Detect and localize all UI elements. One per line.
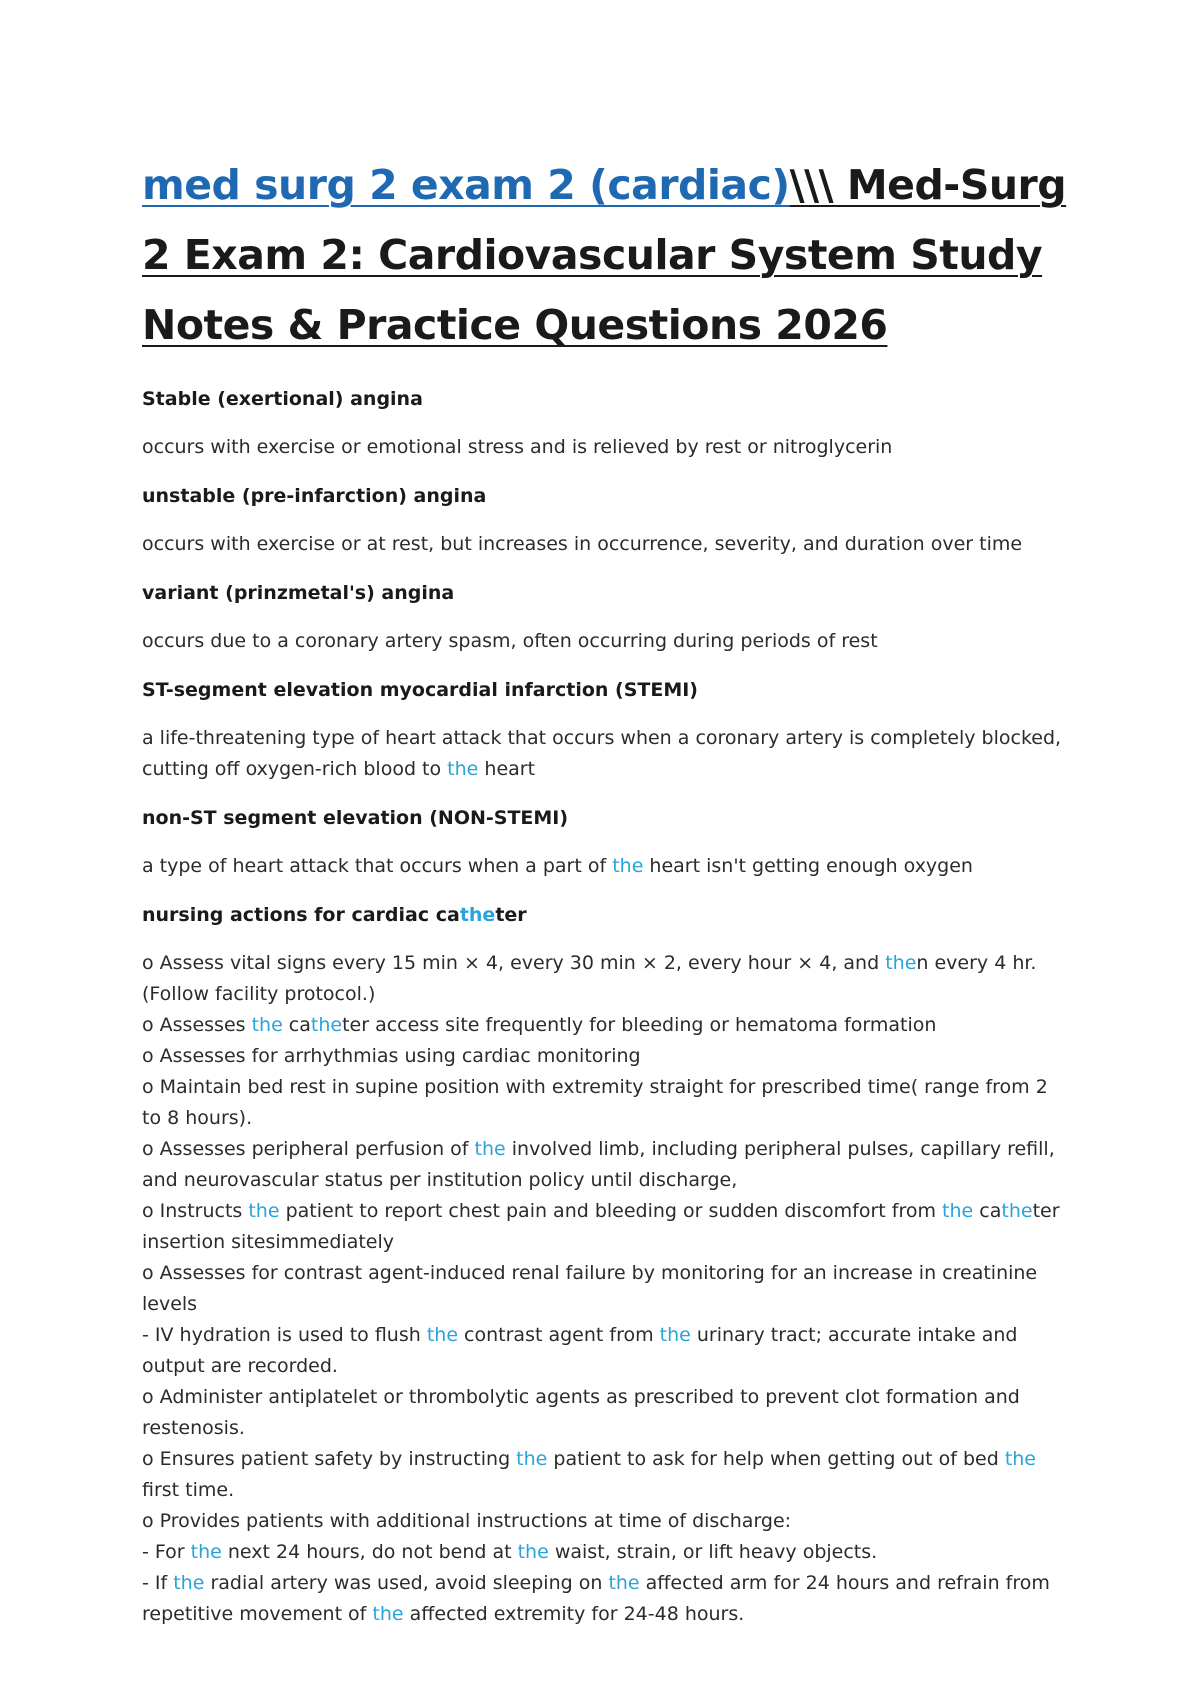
document-title bbox=[142, 150, 1070, 360]
term-heading bbox=[142, 805, 1070, 831]
text-run: - IV hydration is used to flush bbox=[142, 1324, 427, 1346]
text-run: involved limb, including peripheral pulses, capillary refill, and neurovascular status per institution policy until discharge, bbox=[142, 1138, 1055, 1191]
text-run: heart bbox=[478, 758, 536, 780]
text-run: urinary tract; accurate intake and output are recorded. bbox=[142, 1324, 1018, 1377]
highlighted-word: the bbox=[248, 1200, 280, 1222]
text-run: o Assesses for arrhythmias using cardiac monitoring bbox=[142, 1045, 641, 1067]
highlighted-word: the bbox=[516, 1448, 548, 1470]
text-run: occurs with exercise or at rest, but increases in occurrence, severity, and duration over time bbox=[142, 533, 1023, 555]
highlighted-word: the bbox=[173, 1572, 205, 1594]
text-run: o Assesses peripheral perfusion of bbox=[142, 1138, 475, 1160]
highlighted-word: the bbox=[517, 1541, 549, 1563]
text-run: ca bbox=[973, 1200, 1002, 1222]
text-run: ST-segment elevation myocardial infarction (STEMI) bbox=[142, 679, 698, 701]
highlighted-word: the bbox=[885, 952, 917, 974]
highlighted-word: the bbox=[447, 758, 479, 780]
highlighted-word: the bbox=[608, 1572, 640, 1594]
text-run: n every 4 hr. (Follow facility protocol.) bbox=[142, 952, 1037, 1005]
text-run: unstable (pre-infarction) angina bbox=[142, 485, 487, 507]
text-run: waist, strain, or lift heavy objects. bbox=[548, 1541, 878, 1563]
text-run: o Maintain bed rest in supine position with extremity straight for prescribed time( range from 2 to 8 hours). bbox=[142, 1076, 1048, 1129]
term-heading bbox=[142, 677, 1070, 703]
term-definition bbox=[142, 626, 1070, 657]
text-run: variant (prinzmetal's) angina bbox=[142, 582, 455, 604]
highlighted-word: the bbox=[1001, 1200, 1033, 1222]
text-run: radial artery was used, avoid sleeping on bbox=[204, 1572, 609, 1594]
text-run: occurs with exercise or emotional stress and is relieved by rest or nitroglycerin bbox=[142, 436, 893, 458]
highlighted-word: the bbox=[251, 1014, 283, 1036]
list-item bbox=[142, 948, 1070, 1010]
list-item bbox=[142, 1258, 1070, 1320]
list-item bbox=[142, 1041, 1070, 1072]
text-run: affected extremity for 24-48 hours. bbox=[403, 1603, 745, 1625]
text-run: o Ensures patient safety by instructing bbox=[142, 1448, 517, 1470]
text-run: o Provides patients with additional instructions at time of discharge: bbox=[142, 1510, 792, 1532]
text-run: patient to ask for help when getting out of bed bbox=[547, 1448, 1005, 1470]
text-run: a life-threatening type of heart attack that occurs when a coronary artery is completely blocked, cutting off oxygen-rich blood to bbox=[142, 727, 1062, 780]
list-item bbox=[142, 1568, 1070, 1630]
text-run: o Assess vital signs every 15 min × 4, every 30 min × 2, every hour × 4, and bbox=[142, 952, 886, 974]
text-run: o Administer antiplatelet or thrombolytic agents as prescribed to prevent clot formation and restenosis. bbox=[142, 1386, 1020, 1439]
document-body bbox=[142, 386, 1070, 1630]
text-run: next 24 hours, do not bend at bbox=[221, 1541, 518, 1563]
list-item bbox=[142, 1444, 1070, 1506]
text-run: occurs due to a coronary artery spasm, often occurring during periods of rest bbox=[142, 630, 878, 652]
highlighted-word: the bbox=[612, 855, 644, 877]
highlighted-word: the bbox=[459, 904, 496, 926]
text-run: non-ST segment elevation (NON-STEMI) bbox=[142, 807, 569, 829]
highlighted-word: the bbox=[1004, 1448, 1036, 1470]
term-heading bbox=[142, 386, 1070, 412]
text-run: - If bbox=[142, 1572, 174, 1594]
list-item bbox=[142, 1382, 1070, 1444]
list-item bbox=[142, 1537, 1070, 1568]
list-item bbox=[142, 1506, 1070, 1537]
text-run: ter insertion sitesimmediately bbox=[142, 1200, 1060, 1253]
list-item bbox=[142, 1134, 1070, 1196]
highlighted-word: the bbox=[659, 1324, 691, 1346]
text-run: affected arm for 24 hours and refrain from repetitive movement of bbox=[142, 1572, 1050, 1625]
highlighted-word: the bbox=[190, 1541, 222, 1563]
highlighted-word: the bbox=[474, 1138, 506, 1160]
list-item bbox=[142, 1072, 1070, 1134]
text-run: Stable (exertional) angina bbox=[142, 388, 423, 410]
title-text: \\\ Med-Surg 2 Exam 2: Cardiovascular System Study Notes & Practice Questions 2026 bbox=[142, 161, 1067, 349]
term-heading bbox=[142, 580, 1070, 606]
highlighted-word: the bbox=[310, 1014, 343, 1036]
text-run: o Instructs bbox=[142, 1200, 249, 1222]
highlighted-word: the bbox=[372, 1603, 404, 1625]
text-run: - For bbox=[142, 1541, 191, 1563]
nursing-actions-list bbox=[142, 948, 1070, 1630]
text-run: patient to report chest pain and bleeding or sudden discomfort from bbox=[279, 1200, 943, 1222]
highlighted-word: the bbox=[426, 1324, 459, 1346]
title-link[interactable]: med surg 2 exam 2 (cardiac) bbox=[142, 161, 790, 209]
text-run: contrast agent from bbox=[458, 1324, 660, 1346]
term-definition bbox=[142, 851, 1070, 882]
list-item bbox=[142, 1010, 1070, 1041]
list-item bbox=[142, 1196, 1070, 1258]
term-definition bbox=[142, 723, 1070, 785]
text-run: ca bbox=[282, 1014, 311, 1036]
text-run: first time. bbox=[142, 1479, 235, 1501]
term-heading bbox=[142, 902, 1070, 928]
highlighted-word: the bbox=[942, 1200, 974, 1222]
text-run: o Assesses bbox=[142, 1014, 252, 1036]
term-definition bbox=[142, 432, 1070, 463]
term-definition bbox=[142, 529, 1070, 560]
text-run: o Assesses for contrast agent-induced renal failure by monitoring for an increase in creatinine levels bbox=[142, 1262, 1038, 1315]
text-run: heart isn't getting enough oxygen bbox=[643, 855, 973, 877]
term-heading bbox=[142, 483, 1070, 509]
list-item bbox=[142, 1320, 1070, 1382]
text-run: nursing actions for cardiac ca bbox=[142, 904, 460, 926]
text-run: ter bbox=[495, 904, 527, 926]
text-run: ter access site frequently for bleeding or hematoma formation bbox=[342, 1014, 937, 1036]
text-run: a type of heart attack that occurs when a part of bbox=[142, 855, 613, 877]
